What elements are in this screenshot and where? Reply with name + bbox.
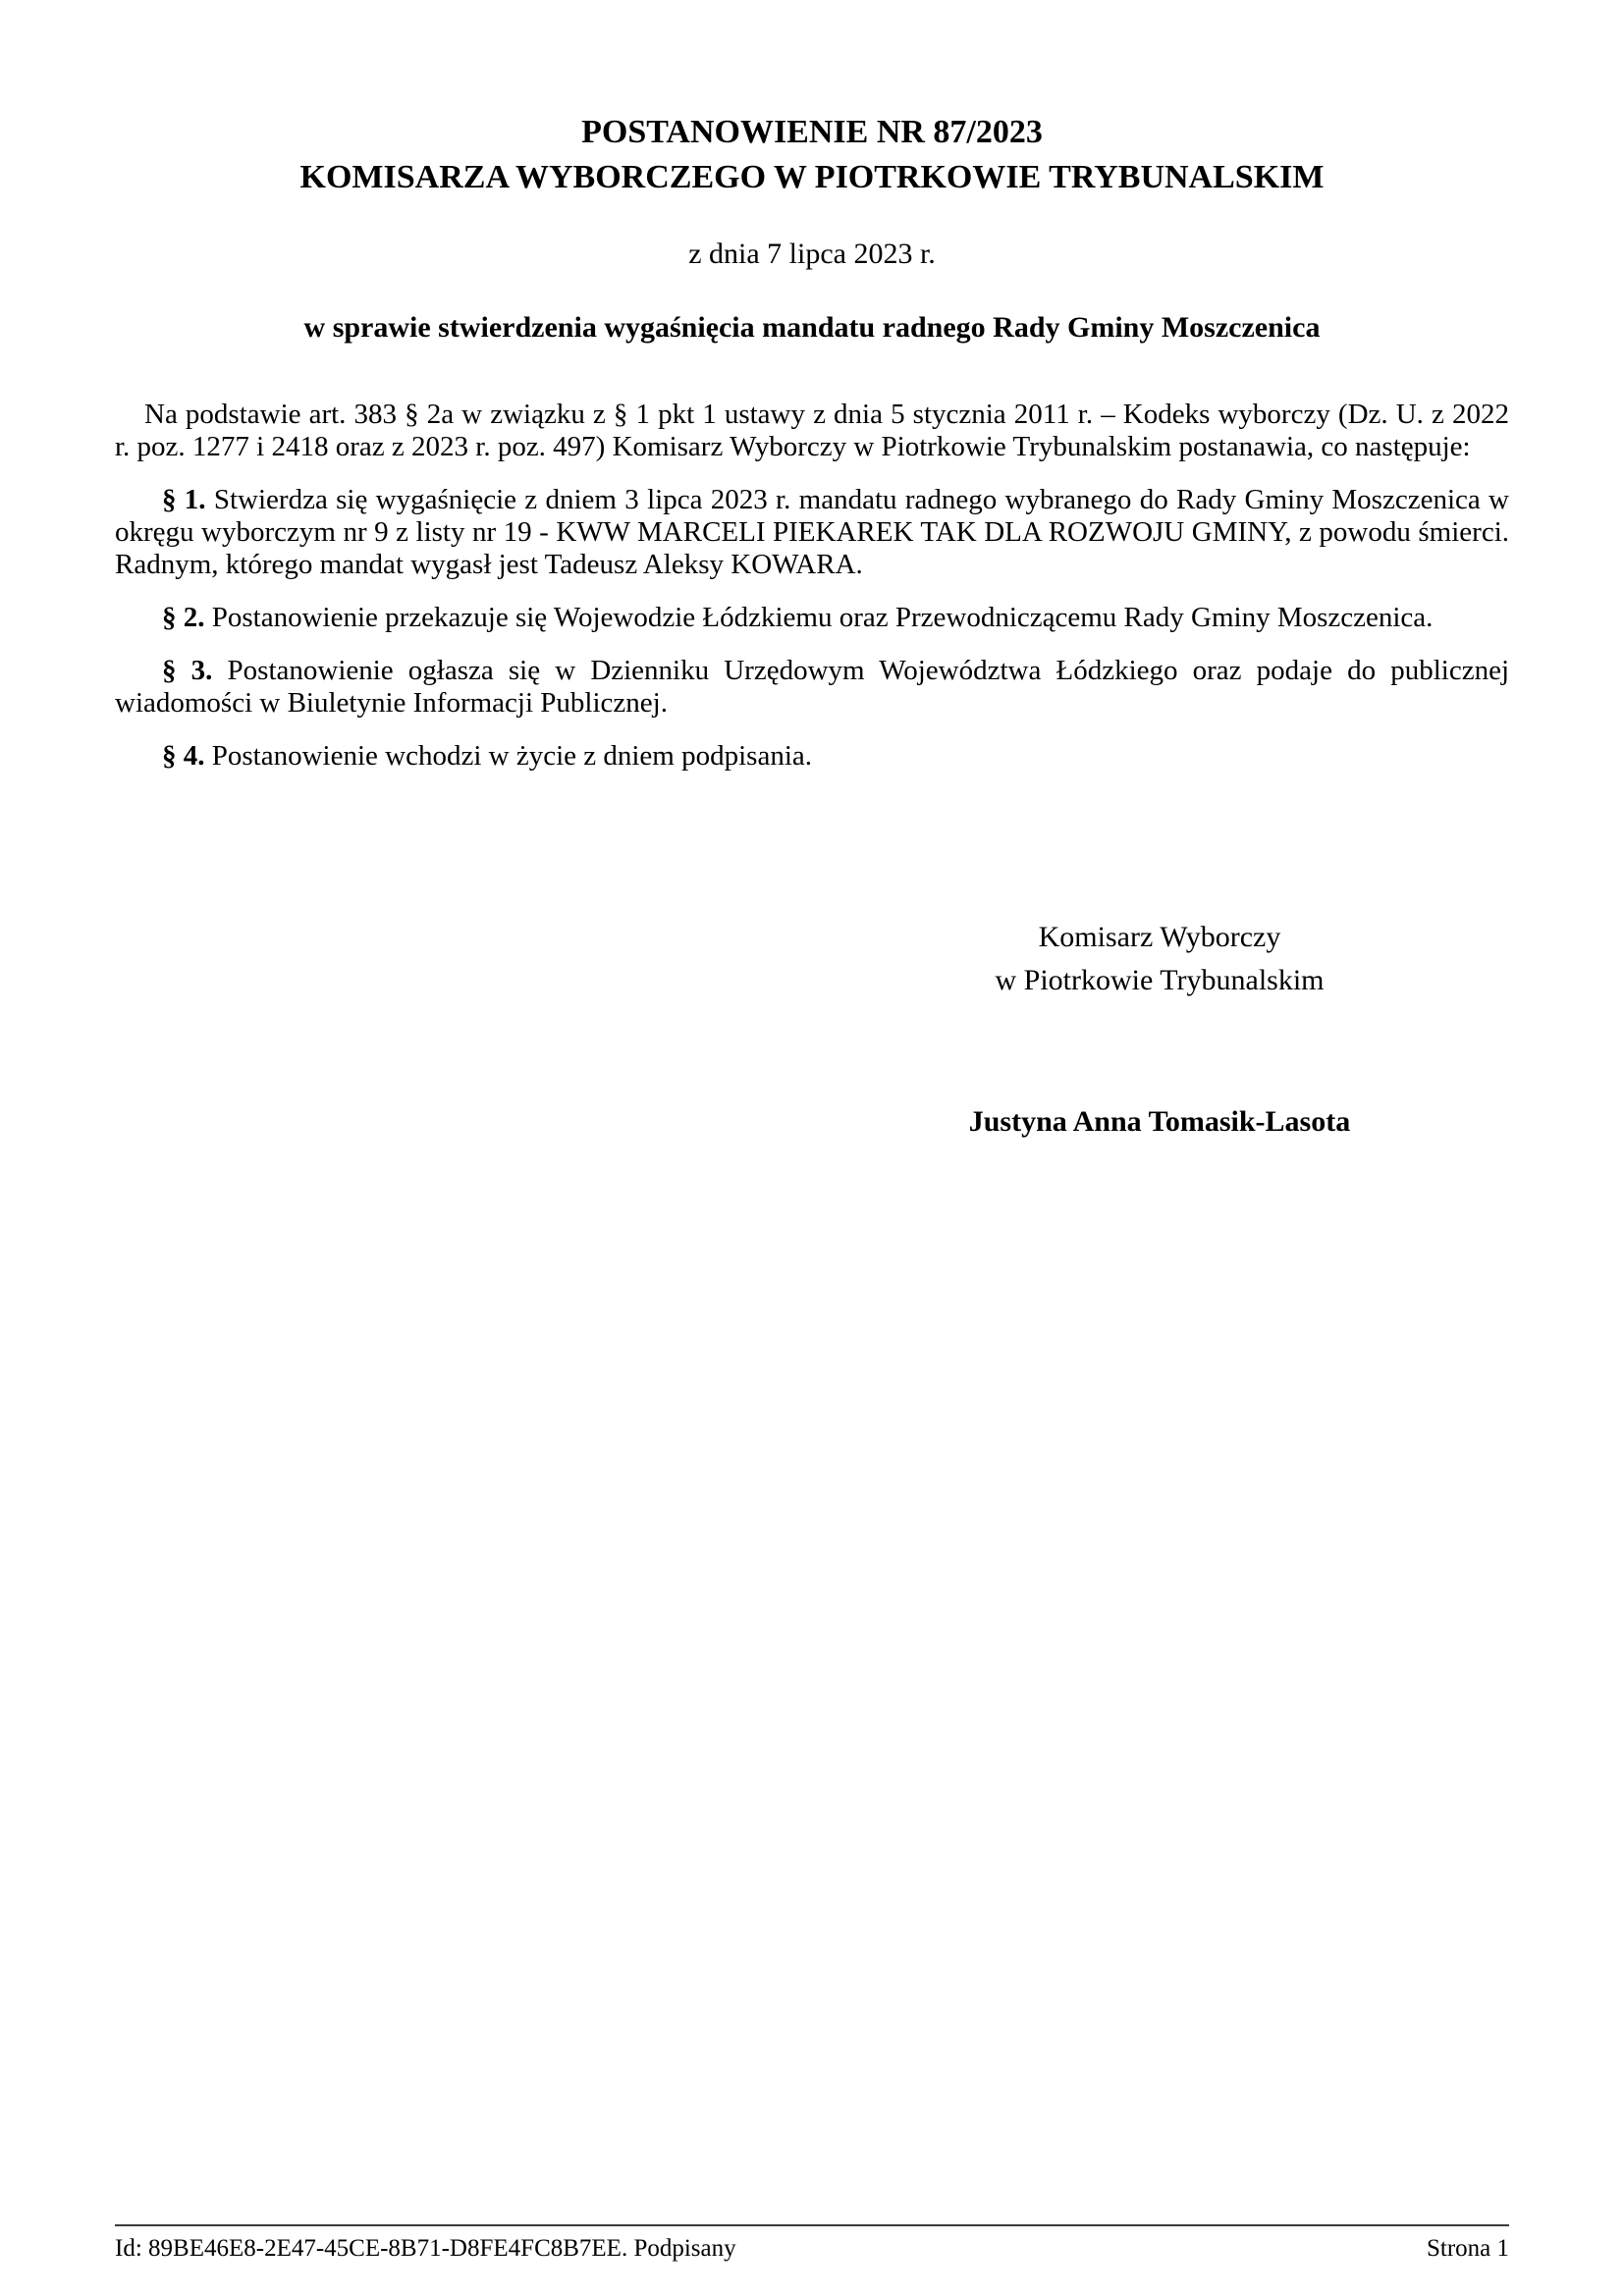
document-title-line1: POSTANOWIENIE NR 87/2023 [581, 114, 1043, 150]
document-title-line2: KOMISARZA WYBORCZEGO W PIOTRKOWIE TRYBUNALSKIM [299, 159, 1325, 195]
signature-name: Justyna Anna Tomasik-Lasota [968, 1105, 1351, 1138]
signature-role-line1: Komisarz Wyborczy [1038, 921, 1281, 953]
footer-document-id: Id: 89BE46E8-2E47-45CE-8B71-D8FE4FC8B7EE. Podpisany [115, 2235, 736, 2262]
footer-page-number: Strona 1 [1426, 2235, 1509, 2262]
document-date: z dnia 7 lipca 2023 r. [688, 238, 936, 270]
section-paragraph-2 [115, 602, 1509, 634]
page-footer [115, 2224, 1509, 2263]
signature-block [914, 916, 1405, 1144]
document-content [115, 0, 1509, 773]
section-2-text: Postanowienie przekazuje się Wojewodzie Łódzkiemu oraz Przewodniczącemu Rady Gminy Moszczenica. [211, 602, 1434, 633]
section-paragraph-4 [115, 740, 1509, 773]
section-paragraph-1 [115, 484, 1509, 581]
section-1-marker: § 1. [162, 484, 206, 515]
section-1-text: Stwierdza się wygaśnięcie z dniem 3 lipca 2023 r. mandatu radnego wybranego do Rady Gminy Moszczenica w okręgu wyborczym nr 9 z listy nr 19 - KWW MARCELI PIEKAREK TAK DLA ROZWOJU GMINY, z powodu śmierci. Radnym, którego mandat wygasł jest Tadeusz Aleksy KOWARA. [115, 484, 1510, 580]
section-3-text: Postanowienie ogłasza się w Dzienniku Urzędowym Województwa Łódzkiego oraz podaje do publicznej wiadomości w Biuletynie Informacji Publicznej. [115, 655, 1510, 719]
section-4-text: Postanowienie wchodzi w życie z dniem podpisania. [211, 740, 813, 772]
document-subject: w sprawie stwierdzenia wygaśnięcia mandatu radnego Rady Gminy Moszczenica [303, 311, 1321, 344]
preamble-paragraph: Na podstawie art. 383 § 2a w związku z § 1 pkt 1 ustawy z dnia 5 stycznia 2011 r. – Kodeks wyborczy (Dz. U. z 2022 r. poz. 1277 i 2418 oraz z 2023 r. poz. 497) Komisarz Wyborczy w Piotrkowie Trybunalskim postanawia, co następuje: [115, 399, 1509, 462]
section-4-marker: § 4. [162, 740, 205, 772]
section-3-marker: § 3. [162, 655, 213, 686]
section-paragraph-3 [115, 655, 1509, 720]
section-2-marker: § 2. [162, 602, 205, 633]
signature-role-line2: w Piotrkowie Trybunalskim [995, 964, 1325, 996]
document-title [115, 110, 1509, 200]
